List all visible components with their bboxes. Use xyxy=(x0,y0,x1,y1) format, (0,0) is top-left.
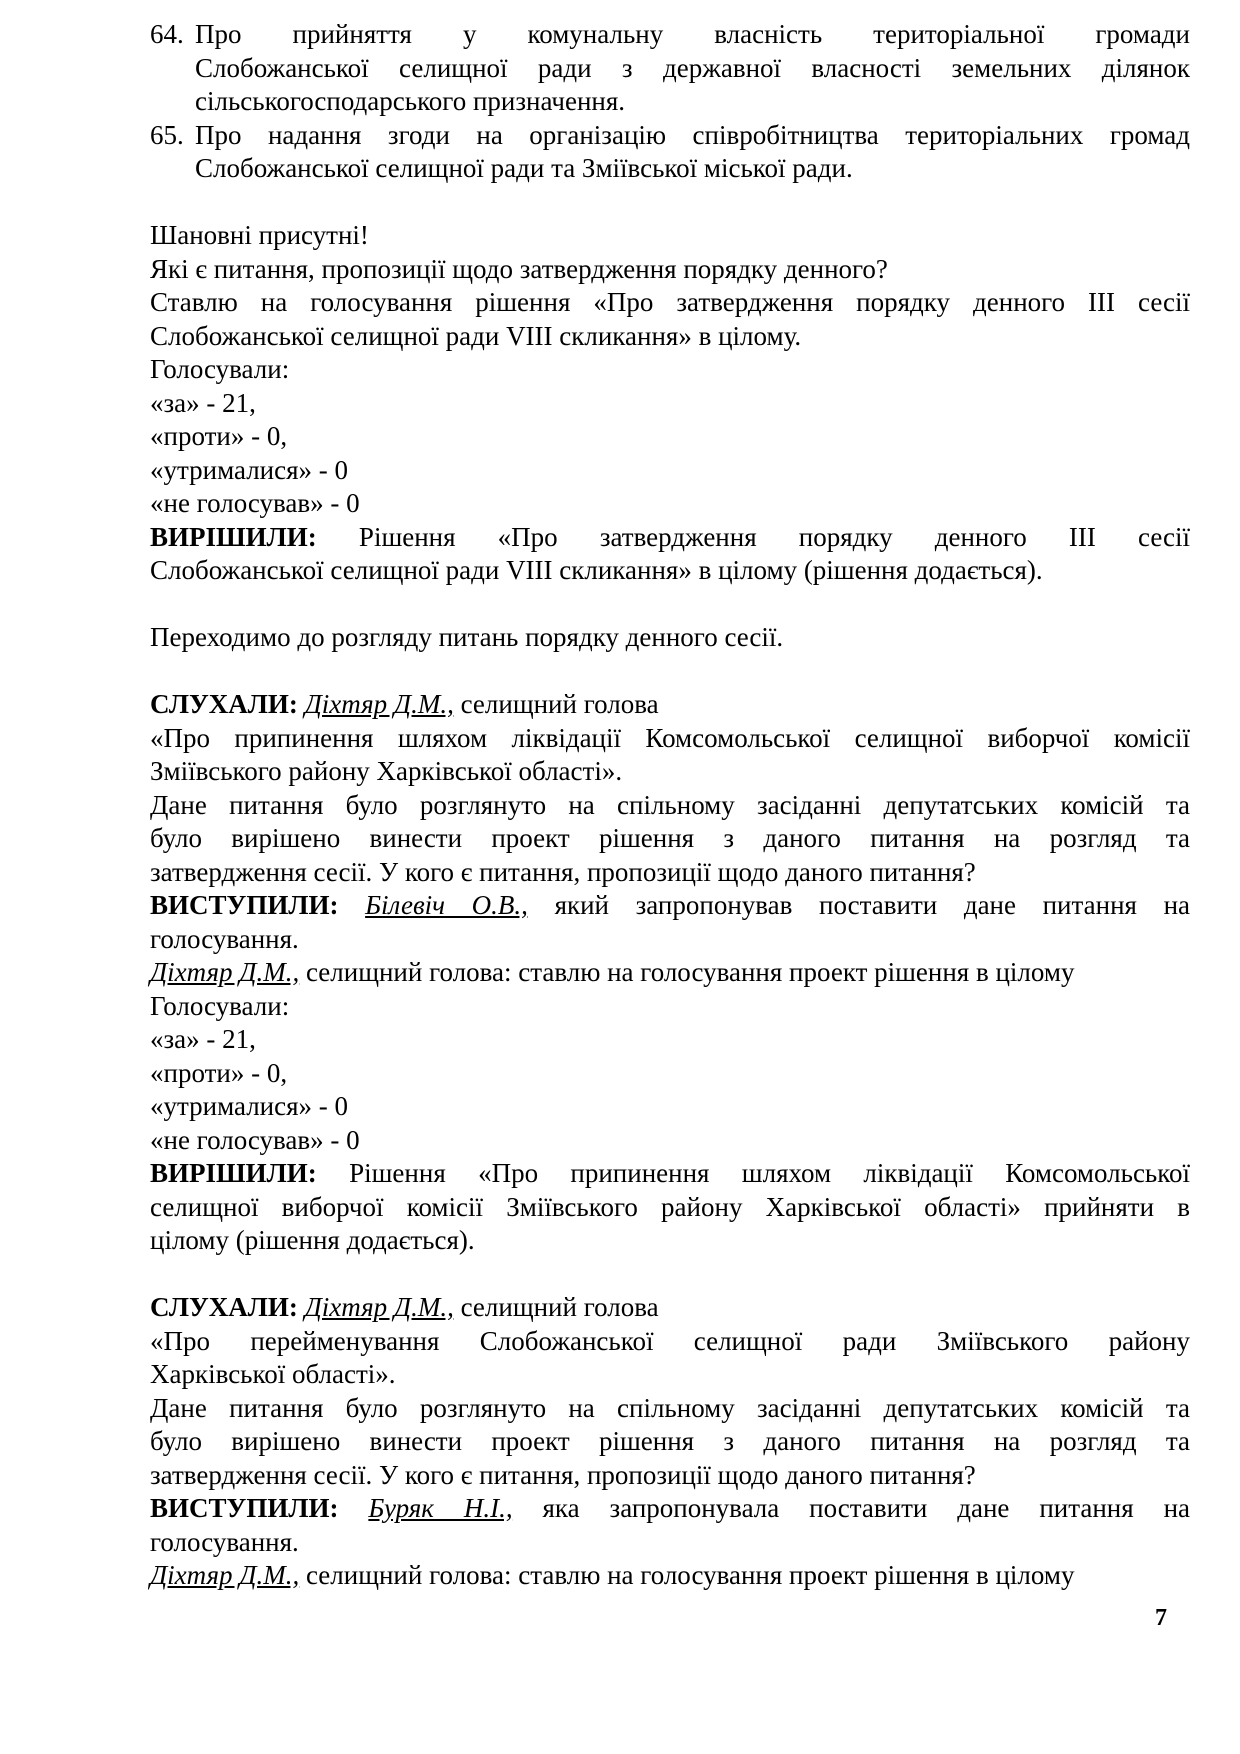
decision-text: селищної виборчої комісії Зміївського району Харківської області» прийняти в xyxy=(150,1191,1190,1222)
speaker-name: Діхтяр Д.М., xyxy=(304,1292,454,1322)
agenda-question: Які є питання, пропозиції щодо затвердження порядку денного? xyxy=(150,253,888,284)
page-number: 7 xyxy=(1155,1605,1167,1631)
spoke-text: який запропонував поставити дане питання на xyxy=(527,890,1190,920)
spoke-label: ВИСТУПИЛИ: xyxy=(150,890,339,920)
item-title: Харківської області». xyxy=(150,1359,396,1389)
chair-line xyxy=(150,1559,1190,1593)
votes-against: «проти» - 0, xyxy=(150,421,288,451)
speaker-role: селищний голова xyxy=(453,1292,659,1322)
votes-not-voted: «не голосував» - 0 xyxy=(150,488,360,518)
item-title: «Про припинення шляхом ліквідації Комсомольської селищної виборчої комісії xyxy=(150,722,1190,753)
heard-line xyxy=(150,1291,1190,1325)
votes-for: «за» - 21, xyxy=(150,1024,256,1054)
spoke-text: яка запропонувала поставити дане питання на xyxy=(512,1493,1190,1523)
chair-name: Діхтяр Д.М., xyxy=(150,1560,300,1590)
decision-label: ВИРІШИЛИ: xyxy=(150,521,317,552)
agenda-item-number: 64. xyxy=(150,19,184,49)
item-title: Зміївського району Харківської області». xyxy=(150,756,623,786)
votes-header: Голосували: xyxy=(150,990,290,1021)
chair-text: селищний голова: ставлю на голосування проект рішення в цілому xyxy=(299,957,1075,987)
item-description: затвердження сесії. У кого є питання, пропозиції щодо даного питання? xyxy=(150,856,976,887)
vote-call: Ставлю на голосування рішення «Про затвердження порядку денного ІІІ сесії xyxy=(150,287,1190,317)
speaker-role: селищний голова xyxy=(453,689,659,719)
agenda-item-64 xyxy=(150,18,1190,119)
decision-label: ВИРІШИЛИ: xyxy=(150,1158,317,1188)
item-description: Дане питання було розглянуто на спільному засіданні депутатських комісій та xyxy=(150,1392,1190,1423)
decision-line xyxy=(150,1157,1190,1191)
chair-name: Діхтяр Д.М., xyxy=(150,957,300,987)
transition-text: Переходимо до розгляду питань порядку денного сесії. xyxy=(150,622,784,652)
agenda-item-65 xyxy=(150,119,1190,186)
item-description: Дане питання було розглянуто на спільному засіданні депутатських комісій та xyxy=(150,789,1190,820)
chair-text: селищний голова: ставлю на голосування проект рішення в цілому xyxy=(299,1560,1075,1590)
spoke-text: голосування. xyxy=(150,923,299,954)
decision-text: Слобожанської селищної ради VIII скликання» в цілому (рішення додається). xyxy=(150,555,1043,585)
item-description: було вирішено винести проект рішення з даного питання на розгляд та xyxy=(150,823,1190,853)
votes-against: «проти» - 0, xyxy=(150,1057,288,1088)
greeting: Шановні присутні! xyxy=(150,220,369,250)
spoke-name: Буряк Н.І., xyxy=(368,1493,513,1523)
votes-for: «за» - 21, xyxy=(150,387,256,418)
heard-label: СЛУХАЛИ: xyxy=(150,1292,298,1322)
votes-abstained: «утрималися» - 0 xyxy=(150,1091,349,1121)
heard-label: СЛУХАЛИ: xyxy=(150,689,298,719)
chair-line xyxy=(150,956,1190,990)
agenda-item-text: Слобожанської селищної ради з державної власності земельних ділянок xyxy=(195,52,1190,83)
agenda-item-text: Про прийняття у комунальну власність територіальної громади xyxy=(195,19,1190,49)
votes-abstained: «утрималися» - 0 xyxy=(150,454,349,485)
votes-header: Голосували: xyxy=(150,354,290,384)
agenda-item-text: Про надання згоди на організацію співробітництва територіальних громад xyxy=(195,119,1190,150)
agenda-item-number: 65. xyxy=(150,119,184,150)
speaker-name: Діхтяр Д.М., xyxy=(304,689,454,719)
decision-text: цілому (рішення додається). xyxy=(150,1225,475,1255)
item-title: «Про перейменування Слобожанської селищної ради Зміївського району xyxy=(150,1325,1190,1356)
decision-agenda xyxy=(150,521,1190,555)
spoke-label: ВИСТУПИЛИ: xyxy=(150,1493,339,1523)
spoke-line xyxy=(150,1492,1190,1526)
spoke-line xyxy=(150,889,1190,923)
agenda-item-text: сільськогосподарського призначення. xyxy=(195,86,626,116)
item-description: було вирішено винести проект рішення з даного питання на розгляд та xyxy=(150,1426,1190,1456)
votes-not-voted: «не голосував» - 0 xyxy=(150,1124,360,1155)
decision-text: Рішення «Про припинення шляхом ліквідації Комсомольської xyxy=(316,1158,1190,1188)
spoke-text: голосування. xyxy=(150,1526,299,1557)
agenda-item-text: Слобожанської селищної ради та Зміївської міської ради. xyxy=(195,153,853,183)
heard-line xyxy=(150,688,1190,722)
decision-text: Рішення «Про затвердження порядку денного ІІІ сесії xyxy=(316,521,1190,552)
vote-call: Слобожанської селищної ради VIII скликання» в цілому. xyxy=(150,320,802,351)
spoke-name: Білевіч О.В., xyxy=(365,890,528,920)
item-description: затвердження сесії. У кого є питання, пропозиції щодо даного питання? xyxy=(150,1459,976,1490)
document-body xyxy=(150,18,1190,1593)
